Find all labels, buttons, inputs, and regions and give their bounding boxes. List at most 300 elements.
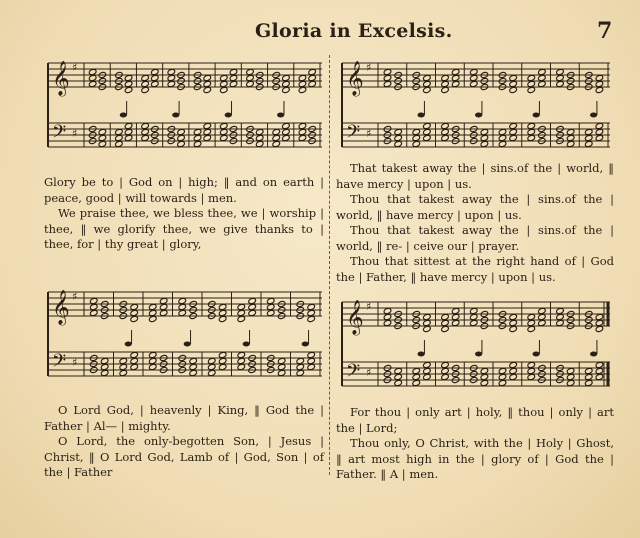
note-head (412, 367, 420, 374)
note-head (498, 140, 506, 147)
note-head (296, 369, 304, 376)
sharp-icon: ♯ (72, 61, 78, 74)
note-head (595, 122, 603, 129)
note-head (451, 313, 459, 320)
note-head (237, 363, 245, 370)
note-head (595, 361, 603, 368)
note-head (207, 369, 215, 376)
note-head (89, 297, 97, 304)
note-head (538, 319, 546, 326)
note-head (441, 367, 449, 374)
note-head (469, 74, 477, 81)
note-head (451, 319, 459, 326)
note-head (423, 80, 431, 87)
bass-clef-icon: 𝄢 (52, 351, 67, 376)
note-head (89, 309, 97, 316)
note-head (412, 128, 420, 135)
note-head (100, 363, 108, 370)
note-head (277, 357, 285, 364)
note-head (272, 140, 280, 147)
note-head (475, 113, 482, 118)
note-head (193, 134, 201, 141)
note-head (538, 68, 546, 75)
note-head (451, 307, 459, 314)
note-head (248, 309, 256, 316)
note-head (509, 86, 517, 93)
sharp-icon: ♯ (366, 61, 372, 74)
music-system-2 (340, 57, 612, 167)
note-head (307, 357, 315, 364)
chant-text-right-bottom (336, 405, 614, 483)
note-head (218, 357, 226, 364)
note-head (100, 357, 108, 364)
note-head (266, 297, 274, 304)
note-head (394, 373, 402, 380)
note-head (441, 86, 449, 93)
note-head (124, 122, 132, 129)
note-head (498, 367, 506, 374)
note-head (124, 86, 132, 93)
note-head (220, 86, 228, 93)
note-head (282, 134, 290, 141)
note-head (220, 74, 228, 81)
note-head (307, 351, 315, 358)
note-head (125, 342, 132, 347)
note-head (394, 379, 402, 386)
note-head (469, 313, 477, 320)
note-head (412, 373, 420, 380)
note-head (533, 113, 540, 118)
note-head (509, 361, 517, 368)
note-head (89, 303, 97, 310)
bass-clef-icon: 𝄢 (52, 122, 67, 147)
note-head (141, 122, 149, 129)
note-head (141, 134, 149, 141)
note-head (203, 134, 211, 141)
note-head (527, 74, 535, 81)
note-head (218, 363, 226, 370)
note-head (237, 315, 245, 322)
note-head (151, 68, 159, 75)
treble-clef-icon: 𝄞 (346, 300, 364, 335)
note-head (538, 307, 546, 314)
note-head (220, 134, 228, 141)
note-head (394, 134, 402, 141)
note-head (308, 74, 316, 81)
note-head (584, 379, 592, 386)
chant-text-right-top (336, 161, 614, 285)
note-head (423, 128, 431, 135)
note-head (383, 80, 391, 87)
note-head (296, 363, 304, 370)
note-head (566, 373, 574, 380)
note-head (423, 325, 431, 332)
note-head (595, 74, 603, 81)
note-head (207, 357, 215, 364)
note-head (277, 113, 284, 118)
note-head (423, 319, 431, 326)
note-head (480, 373, 488, 380)
verse: Thou only, O Christ, with the | Holy | Ghost, ‖ art most high in the | glory of | God the | Father. ‖ A | men. (336, 436, 614, 481)
note-head (148, 351, 156, 358)
note-head (282, 86, 290, 93)
note-head (498, 379, 506, 386)
note-head (423, 361, 431, 368)
treble-clef-icon: 𝄞 (52, 290, 70, 325)
note-head (178, 309, 186, 316)
note-head (141, 128, 149, 135)
note-head (556, 313, 564, 320)
note-head (124, 128, 132, 135)
note-head (115, 128, 123, 135)
music-system-4 (340, 296, 612, 406)
note-head (193, 128, 201, 135)
note-head (298, 80, 306, 87)
note-head (266, 303, 274, 310)
note-head (584, 373, 592, 380)
note-head (441, 361, 449, 368)
note-head (172, 113, 179, 118)
note-head (412, 379, 420, 386)
music-system-1 (46, 57, 324, 167)
bass-clef-icon: 𝄢 (346, 361, 361, 386)
note-head (418, 352, 425, 357)
note-head (302, 342, 309, 347)
note-head (527, 80, 535, 87)
note-head (509, 134, 517, 141)
note-head (498, 128, 506, 135)
note-head (207, 363, 215, 370)
note-head (383, 74, 391, 81)
note-head (423, 74, 431, 81)
note-head (151, 74, 159, 81)
note-head (203, 128, 211, 135)
note-head (298, 122, 306, 129)
note-head (141, 80, 149, 87)
note-head (509, 128, 517, 135)
note-head (394, 128, 402, 135)
page-title: Gloria in Excelsis. (255, 20, 453, 42)
note-head (584, 140, 592, 147)
note-head (595, 325, 603, 332)
note-head (441, 128, 449, 135)
note-head (595, 373, 603, 380)
note-head (566, 128, 574, 135)
note-head (394, 140, 402, 147)
note-head (527, 361, 535, 368)
note-head (225, 113, 232, 118)
note-head (298, 128, 306, 135)
column-divider (329, 55, 331, 475)
note-head (383, 313, 391, 320)
note-head (480, 134, 488, 141)
note-head (248, 303, 256, 310)
note-head (538, 74, 546, 81)
note-head (441, 74, 449, 81)
note-head (451, 74, 459, 81)
note-head (229, 80, 237, 87)
note-head (141, 86, 149, 93)
note-head (243, 342, 250, 347)
note-head (237, 309, 245, 316)
treble-clef-icon: 𝄞 (52, 61, 70, 96)
note-head (189, 357, 197, 364)
note-head (595, 80, 603, 87)
note-head (237, 303, 245, 310)
note-head (229, 68, 237, 75)
verse: We praise thee, we bless thee, we | worship | thee, ‖ we glorify thee, we give thanks to | thee, for | thy great | glory, (44, 206, 324, 251)
note-head (469, 68, 477, 75)
note-head (441, 134, 449, 141)
verse: O Lord God, | heavenly | King, ‖ God the | Father | Al— | mighty. (44, 403, 324, 433)
note-head (595, 319, 603, 326)
note-head (566, 134, 574, 141)
note-head (441, 325, 449, 332)
note-head (383, 68, 391, 75)
treble-clef-icon: 𝄞 (346, 61, 364, 96)
note-head (538, 80, 546, 87)
page-number: 7 (597, 18, 613, 44)
note-head (441, 373, 449, 380)
note-head (480, 140, 488, 147)
note-head (237, 351, 245, 358)
sharp-icon: ♯ (72, 127, 78, 140)
note-head (229, 74, 237, 81)
note-head (277, 363, 285, 370)
note-head (193, 140, 201, 147)
note-head (527, 367, 535, 374)
note-head (394, 367, 402, 374)
note-head (423, 373, 431, 380)
chant-text-left-top (44, 175, 324, 253)
note-head (115, 134, 123, 141)
note-head (88, 74, 96, 81)
note-head (595, 367, 603, 374)
sharp-icon: ♯ (366, 300, 372, 313)
note-head (595, 134, 603, 141)
note-head (255, 128, 263, 135)
note-head (119, 357, 127, 364)
note-head (441, 122, 449, 129)
note-head (584, 134, 592, 141)
note-head (246, 80, 254, 87)
note-head (307, 363, 315, 370)
note-head (177, 140, 185, 147)
note-head (308, 68, 316, 75)
note-head (148, 303, 156, 310)
note-head (509, 373, 517, 380)
note-head (88, 68, 96, 75)
verse: Glory be to | God on | high; ‖ and on earth | peace, good | will towards | men. (44, 175, 324, 205)
note-head (218, 303, 226, 310)
note-head (148, 309, 156, 316)
note-head (307, 303, 315, 310)
note-head (141, 74, 149, 81)
note-head (148, 315, 156, 322)
note-head (566, 379, 574, 386)
note-head (100, 369, 108, 376)
note-head (119, 369, 127, 376)
note-head (282, 80, 290, 87)
verse: That takest away the | sins.of the | world, ‖ have mercy | upon | us. (336, 161, 614, 191)
note-head (120, 113, 127, 118)
note-head (203, 74, 211, 81)
note-head (124, 80, 132, 87)
page-header (0, 18, 640, 48)
note-head (469, 80, 477, 87)
note-head (423, 367, 431, 374)
note-head (177, 128, 185, 135)
note-head (556, 319, 564, 326)
note-head (590, 113, 597, 118)
note-head (189, 363, 197, 370)
chant-text-left-bottom (44, 403, 324, 481)
note-head (248, 297, 256, 304)
note-head (509, 74, 517, 81)
note-head (246, 74, 254, 81)
note-head (441, 319, 449, 326)
note-head (556, 74, 564, 81)
note-head (98, 128, 106, 135)
note-head (167, 74, 175, 81)
sharp-icon: ♯ (366, 366, 372, 379)
note-head (595, 313, 603, 320)
note-head (98, 140, 106, 147)
note-head (441, 313, 449, 320)
note-head (220, 80, 228, 87)
note-head (282, 74, 290, 81)
note-head (130, 363, 138, 370)
sharp-icon: ♯ (72, 356, 78, 369)
note-head (272, 134, 280, 141)
music-staff-pair (46, 286, 324, 396)
note-head (527, 128, 535, 135)
note-head (218, 309, 226, 316)
note-head (184, 342, 191, 347)
note-head (189, 369, 197, 376)
note-head (277, 369, 285, 376)
note-head (266, 309, 274, 316)
note-head (498, 373, 506, 380)
music-staff-pair (340, 57, 612, 167)
note-head (298, 74, 306, 81)
note-head (498, 134, 506, 141)
note-head (159, 303, 167, 310)
note-head (423, 313, 431, 320)
note-head (115, 140, 123, 147)
note-head (566, 367, 574, 374)
note-head (178, 297, 186, 304)
note-head (451, 80, 459, 87)
note-head (124, 74, 132, 81)
note-head (218, 315, 226, 322)
note-head (509, 80, 517, 87)
note-head (412, 134, 420, 141)
note-head (423, 134, 431, 141)
note-head (307, 315, 315, 322)
note-head (203, 80, 211, 87)
note-head (527, 134, 535, 141)
note-head (203, 122, 211, 129)
note-head (584, 128, 592, 135)
note-head (159, 297, 167, 304)
verse: Thou that takest away the | sins.of the | world, ‖ have mercy | upon | us. (336, 192, 614, 222)
note-head (451, 68, 459, 75)
note-head (480, 367, 488, 374)
note-head (412, 140, 420, 147)
note-head (167, 80, 175, 87)
music-staff-pair (340, 296, 612, 406)
sharp-icon: ♯ (366, 127, 372, 140)
note-head (527, 319, 535, 326)
note-head (509, 313, 517, 320)
sharp-icon: ♯ (72, 290, 78, 303)
note-head (159, 309, 167, 316)
note-head (151, 80, 159, 87)
note-head (441, 80, 449, 87)
note-head (130, 315, 138, 322)
note-head (527, 86, 535, 93)
note-head (538, 313, 546, 320)
note-head (527, 122, 535, 129)
note-head (480, 379, 488, 386)
note-head (130, 351, 138, 358)
note-head (308, 80, 316, 87)
note-head (130, 309, 138, 316)
note-head (556, 307, 564, 314)
verse: O Lord, the only-begotten Son, | Jesus | Christ, ‖ O Lord God, Lamb of | God, Son | of the | Father (44, 434, 324, 479)
note-head (203, 86, 211, 93)
note-head (480, 128, 488, 135)
note-head (255, 134, 263, 141)
note-head (148, 363, 156, 370)
note-head (272, 128, 280, 135)
note-head (527, 313, 535, 320)
note-head (595, 128, 603, 135)
note-head (509, 367, 517, 374)
note-head (469, 307, 477, 314)
note-head (533, 352, 540, 357)
note-head (584, 367, 592, 374)
note-head (220, 128, 228, 135)
note-head (298, 134, 306, 141)
verse: For thou | only art | holy, ‖ thou | only | art the | Lord; (336, 405, 614, 435)
verse: Thou that takest away the | sins.of the | world, ‖ re- | ceive our | prayer. (336, 223, 614, 253)
music-staff-pair (46, 57, 324, 167)
note-head (177, 134, 185, 141)
verse: Thou that sittest at the right hand of | God the | Father, ‖ have mercy | upon | us. (336, 254, 614, 284)
note-head (119, 363, 127, 370)
note-head (527, 373, 535, 380)
note-head (246, 68, 254, 75)
note-head (595, 86, 603, 93)
note-head (383, 307, 391, 314)
note-head (556, 80, 564, 87)
note-head (237, 357, 245, 364)
note-head (282, 122, 290, 129)
bass-clef-icon: 𝄢 (346, 122, 361, 147)
note-head (383, 319, 391, 326)
note-head (255, 140, 263, 147)
note-head (423, 122, 431, 129)
note-head (220, 122, 228, 129)
note-head (130, 357, 138, 364)
note-head (418, 113, 425, 118)
note-head (178, 303, 186, 310)
note-head (509, 319, 517, 326)
note-head (148, 357, 156, 364)
note-head (282, 128, 290, 135)
